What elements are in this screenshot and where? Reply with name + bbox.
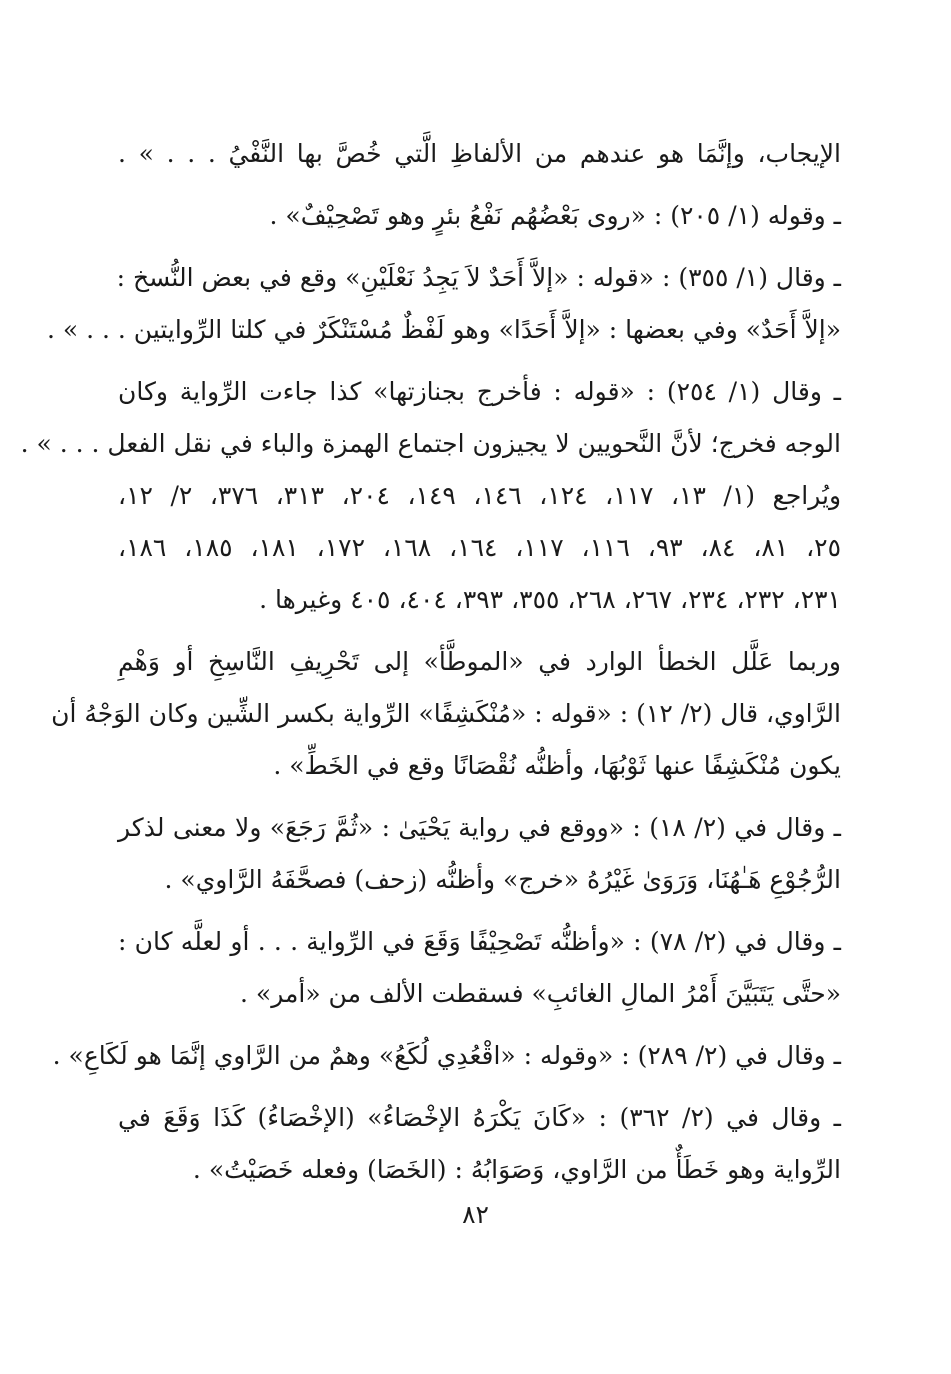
- text-line: ويُراجع (١/ ١٣، ١١٧، ١٢٤، ١٤٦، ١٤٩، ٢٠٤، ٣١٣، ٣٧٦، ٢/ ١٢،: [118, 481, 842, 510]
- text-line: الإيجاب، وإنَّمَا هو عندهم من الألفاظِ الَّتي خُصَّ بها النَّفْيُ . . . » .: [118, 139, 841, 168]
- text-line: وربما عَلَّل الخطأ الوارد في «الموطَّأ» إلى تَحْرِيفِ النَّاسِخِ أو وَهْمِ: [118, 647, 841, 676]
- text-line: الرِّواية وهو خَطَأٌ من الرَّاوي، وَصَوَابُهُ : (الخَصَا) وفعله خَصَيْتُ» .: [192, 1155, 841, 1184]
- text-line: ـ وقال (١/ ٢٥٤) : «قوله : فأخرج بجنازتها» كذا جاءت الرِّواية وكان: [118, 377, 842, 406]
- text-line: ٢٥، ٨١، ٨٤، ٩٣، ١١٦، ١١٧، ١٦٤، ١٦٨، ١٧٢، ١٨١، ١٨٥، ١٨٦،: [118, 533, 842, 562]
- text-line: «حتَّى يَتَبَيَّنَ أَمْرُ المالِ الغائبِ» فسقطت الألف من «أمر» .: [240, 979, 841, 1008]
- text-line: ـ وقال (١/ ٣٥٥) : «قوله : «إلاَّ أَحَدٌ لاَ يَجِدُ نَعْلَيْنِ» وقع في بعض النُّسخ :: [116, 263, 841, 292]
- page-number: ٨٢: [462, 1200, 489, 1229]
- text-line: ـ وقال في (٢/ ١٨) : «ووقع في رواية يَحْيَىٰ : «ثُمَّ رَجَعَ» ولا معنى لذكر: [118, 813, 841, 842]
- text-line: يكون مُنْكَشِفًا عنها ثَوْبُهَا، وأظنُّه نُقْصَانًا وقع في الخَطِّ» .: [273, 751, 841, 780]
- text-line: ـ وقال في (٢/ ٣٦٢) : «كَانَ يَكْرَهُ الإخْصَاءُ» (الإخْصَاءُ) كَذَا وَقَعَ في: [118, 1103, 842, 1132]
- text-line: ـ وقوله (١/ ٢٠٥) : «روى بَعْضُهُم نَفْعُ بئرٍ وهو تَصْحِيْفٌ» .: [269, 201, 841, 230]
- text-line: ـ وقال في (٢/ ٢٨٩) : «وقوله : «اقْعُدِي لُكَعُ» وهمٌ من الرَّاوي إنَّمَا هو لَكَاعِ» .: [52, 1041, 841, 1070]
- text-line: الرَّاوي، قال (٢/ ١٢) : «قوله : «مُنْكَشِفًا» الرِّواية بكسر الشِّين وكان الوَجْهُ أن: [51, 699, 841, 728]
- text-line: الرُّجُوْعِ هَـٰهُنَا، وَرَوَىٰ غَيْرُهُ «خرج» وأظنُّه (زحف) فصحَّفَهُ الرَّاوي» .: [164, 865, 841, 894]
- text-line: ـ وقال في (٢/ ٧٨) : «وأظنُّه تَصْحِيْفًا وَقَعَ في الرِّواية . . . أو لعلَّه كان :: [118, 927, 841, 956]
- text-line: الوجه فخرج؛ لأنَّ النَّحويين لا يجيزون اجتماع الهمزة والباء في نقل الفعل . . . » .: [20, 429, 841, 458]
- text-line: «إلاَّ أَحَدٌ» وفي بعضها : «إلاَّ أَحَدًا» وهو لَفْظٌ مُسْتَنْكَرٌ في كلتا الرِّوايتين . . . » .: [46, 315, 841, 344]
- text-line: ٢٣١، ٢٣٢، ٢٣٤، ٢٦٧، ٢٦٨، ٣٥٥، ٣٩٣، ٤٠٤، ٤٠٥ وغيرها .: [259, 585, 841, 614]
